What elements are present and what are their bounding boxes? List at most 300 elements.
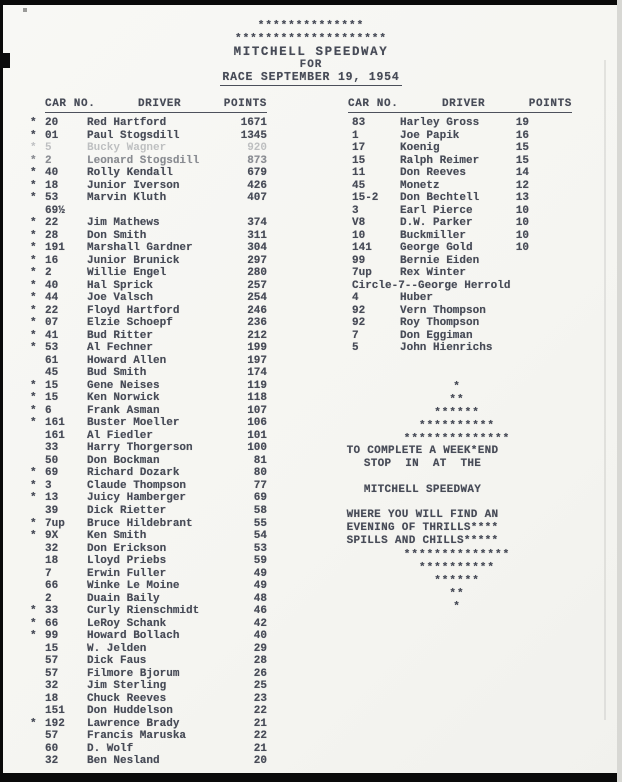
table-row — [30, 367, 267, 380]
points-value: 101 — [247, 429, 267, 442]
driver-name: Rex Winter — [400, 267, 467, 280]
car-number: 41 — [45, 329, 59, 342]
table-row — [30, 230, 267, 243]
car-number: 15-2 — [352, 192, 379, 205]
page-header — [0, 20, 622, 85]
points-value: 197 — [247, 354, 267, 367]
driver-name: Lawrence Brady — [87, 717, 180, 730]
car-number: 5 — [352, 342, 359, 355]
driver-name: Juicy Hamberger — [87, 492, 187, 505]
points-value: 26 — [253, 667, 267, 680]
car-number: 18 — [45, 692, 59, 705]
points-value: 374 — [247, 217, 267, 230]
scan-artifact-speck — [23, 8, 27, 12]
points-value — [497, 305, 529, 318]
driver-name: Francis Maruska — [87, 730, 187, 743]
points-value: 10 — [515, 242, 529, 255]
car-number: 161 — [45, 417, 65, 430]
driver-name: D. Wolf — [87, 742, 134, 755]
points-value: 254 — [247, 292, 267, 305]
driver-name — [87, 205, 223, 218]
star-marker — [30, 367, 45, 380]
table-row — [348, 142, 529, 155]
car-number: 2 — [45, 592, 52, 605]
star-marker: * — [30, 179, 37, 192]
driver-name: Joe Valsch — [87, 292, 154, 305]
star-marker: * — [30, 317, 37, 330]
driver-name: Harry Thorgerson — [87, 442, 193, 455]
star-marker: * — [30, 267, 37, 280]
table-row — [30, 467, 267, 480]
right-header-points: POINTS — [528, 98, 572, 110]
driver-name: Erwin Fuller — [87, 567, 167, 580]
points-value — [497, 255, 529, 268]
points-value: 48 — [253, 592, 267, 605]
driver-name: LeRoy Schank — [87, 617, 167, 630]
points-value — [497, 330, 529, 343]
driver-name: Duain Baily — [87, 592, 160, 605]
table-row — [30, 205, 267, 218]
car-number: 5 — [45, 142, 52, 155]
star-marker: * — [30, 229, 37, 242]
scan-edge-bottom — [0, 773, 622, 782]
table-row — [30, 643, 267, 656]
decor-line: ****** — [434, 574, 480, 587]
points-value: 426 — [247, 179, 267, 192]
driver-name: Don Bockman — [87, 454, 160, 467]
car-number: 39 — [45, 504, 59, 517]
driver-name: Earl Pierce — [400, 204, 473, 217]
asterisk-pyramid-bottom — [322, 549, 592, 613]
points-value — [497, 292, 529, 305]
car-number: 7 — [352, 329, 359, 342]
promo-line: MITCHELL SPEEDWAY — [363, 483, 482, 496]
star-marker — [30, 543, 45, 556]
car-number: 3 — [45, 479, 52, 492]
driver-name: Buster Moeller — [87, 417, 180, 430]
driver-name: Don Bechtell — [400, 192, 480, 205]
car-number: 57 — [45, 655, 59, 668]
car-number: 32 — [45, 542, 59, 555]
driver-name: Ralph Reimer — [400, 154, 480, 167]
points-value: 679 — [247, 167, 267, 180]
left-header-points: POINTS — [223, 98, 267, 110]
car-number: 17 — [352, 142, 366, 155]
driver-name: Ken Smith — [87, 530, 147, 543]
promo-text-block — [330, 445, 515, 548]
scan-edge-right — [617, 0, 622, 782]
driver-name: Claude Thompson — [87, 479, 187, 492]
table-row — [30, 355, 267, 368]
car-number: 2 — [45, 154, 52, 167]
star-marker: * — [30, 492, 37, 505]
points-value: 55 — [253, 517, 267, 530]
points-value: 246 — [247, 304, 267, 317]
driver-name: Jim Mathews — [87, 217, 160, 230]
car-number: 28 — [45, 229, 59, 242]
driver-name: W. Jelden — [87, 642, 147, 655]
table-row — [348, 155, 529, 168]
car-number: 22 — [45, 304, 59, 317]
driver-name: Don Erickson — [87, 542, 167, 555]
driver-name: Vern Thompson — [400, 304, 486, 317]
table-row — [30, 405, 267, 418]
points-value: 29 — [253, 642, 267, 655]
star-marker: * — [30, 617, 37, 630]
table-row — [30, 618, 267, 631]
star-marker: * — [30, 129, 37, 142]
points-value: 119 — [247, 379, 267, 392]
left-points-list — [30, 117, 267, 768]
points-value: 42 — [253, 617, 267, 630]
table-row — [30, 580, 267, 593]
car-number: 60 — [45, 742, 59, 755]
table-row — [348, 305, 529, 318]
car-number: 192 — [45, 717, 65, 730]
car-number: 16 — [45, 254, 59, 267]
table-row — [30, 492, 267, 505]
car-number: 57 — [45, 667, 59, 680]
table-row — [30, 755, 267, 768]
scan-crease — [604, 60, 606, 720]
table-row — [348, 242, 529, 255]
left-header-driver: DRIVER — [137, 98, 182, 110]
points-value: 20 — [253, 755, 267, 768]
car-number: 15 — [352, 154, 366, 167]
car-number: 99 — [352, 254, 366, 267]
points-value: 10 — [515, 217, 529, 230]
table-row — [30, 743, 267, 756]
driver-name: Bruce Hildebrant — [87, 517, 193, 530]
points-value: 10 — [515, 204, 529, 217]
car-number: 92 — [352, 304, 366, 317]
star-marker: * — [30, 192, 37, 205]
right-points-list — [348, 117, 529, 355]
car-number: 50 — [45, 454, 59, 467]
promo-line: TO COMPLETE A WEEK*END — [346, 445, 499, 457]
driver-name: George Gold — [400, 242, 473, 255]
driver-name: Willie Engel — [87, 267, 167, 280]
star-marker: * — [30, 379, 37, 392]
table-row — [30, 142, 267, 155]
points-value: 304 — [247, 242, 267, 255]
points-value: 80 — [253, 467, 267, 480]
star-marker: * — [30, 392, 37, 405]
scan-edge-left — [0, 0, 3, 782]
points-value: 1671 — [240, 117, 267, 129]
table-row — [30, 167, 267, 180]
car-number: 01 — [45, 129, 59, 142]
car-number: 66 — [45, 617, 59, 630]
points-value: 54 — [253, 530, 267, 543]
car-number: 191 — [45, 242, 65, 255]
points-value: 58 — [253, 504, 267, 517]
car-number: 53 — [45, 342, 59, 355]
race-date: RACE SEPTEMBER 19, 1954 — [222, 71, 400, 85]
car-number: 69½ — [45, 204, 65, 217]
car-number: 32 — [45, 755, 59, 768]
car-number: V8 — [352, 217, 366, 230]
table-row — [348, 342, 529, 355]
decor-line: ** — [449, 587, 465, 600]
driver-name: Ben Nesland — [87, 755, 160, 768]
table-row — [30, 342, 267, 355]
star-marker: * — [30, 242, 37, 255]
points-value: 920 — [247, 142, 267, 155]
star-marker: * — [30, 279, 37, 292]
driver-name: Don Smith — [87, 229, 147, 242]
table-row — [30, 530, 267, 543]
table-row — [30, 242, 267, 255]
row-full-text: Circle-7--George Herrold — [352, 279, 511, 292]
points-value: 40 — [253, 630, 267, 643]
table-row — [30, 417, 267, 430]
star-marker: * — [30, 467, 37, 480]
table-row — [348, 205, 529, 218]
driver-name: Bud Ritter — [87, 329, 154, 342]
table-row — [348, 130, 529, 143]
car-number: 40 — [45, 279, 59, 292]
star-marker: * — [30, 117, 37, 129]
table-row — [30, 480, 267, 493]
star-marker — [30, 693, 45, 706]
table-row — [30, 693, 267, 706]
points-value: 107 — [247, 404, 267, 417]
driver-name: Dick Rietter — [87, 504, 167, 517]
driver-name: Dick Faus — [87, 655, 147, 668]
star-marker — [30, 730, 45, 743]
table-row — [30, 280, 267, 293]
driver-name: Junior Brunick — [87, 254, 180, 267]
table-row — [348, 167, 529, 180]
promo-line — [330, 471, 515, 484]
points-value: 21 — [253, 717, 267, 730]
points-value: 22 — [253, 730, 267, 743]
star-marker — [30, 568, 45, 581]
race-date-line — [0, 72, 622, 85]
star-marker: * — [30, 142, 37, 155]
table-row — [30, 442, 267, 455]
star-marker — [30, 455, 45, 468]
table-row — [30, 267, 267, 280]
asterisk-pyramid-top — [322, 381, 592, 445]
points-value: 407 — [247, 192, 267, 205]
star-marker: * — [30, 217, 37, 230]
decoration-stars-top-2: ******************** — [234, 32, 388, 45]
star-marker — [30, 205, 45, 218]
driver-name: Elzie Schoepf — [87, 317, 173, 330]
points-value: 53 — [253, 542, 267, 555]
points-value — [223, 205, 267, 218]
table-row — [30, 605, 267, 618]
decor-line: ********** — [418, 561, 495, 574]
points-value: 81 — [253, 454, 267, 467]
car-number: 13 — [45, 492, 59, 505]
car-number: 57 — [45, 730, 59, 743]
driver-name: Buckmiller — [400, 229, 467, 242]
star-marker — [30, 655, 45, 668]
star-marker — [30, 555, 45, 568]
driver-name: Jim Sterling — [87, 680, 167, 693]
points-value: 15 — [515, 154, 529, 167]
star-marker — [30, 668, 45, 681]
star-marker: * — [30, 154, 37, 167]
car-number: 151 — [45, 705, 65, 718]
table-row — [30, 668, 267, 681]
driver-name: Marshall Gardner — [87, 242, 193, 255]
car-number: 141 — [352, 242, 372, 255]
right-header-car: CAR NO. — [348, 98, 399, 110]
table-row — [30, 192, 267, 205]
table-row — [30, 518, 267, 531]
promo-line: STOP IN AT THE — [363, 457, 482, 470]
driver-name: Don Reeves — [400, 167, 467, 180]
star-marker: * — [30, 605, 37, 618]
star-marker: * — [30, 530, 37, 543]
points-value: 46 — [253, 605, 267, 618]
table-row — [30, 555, 267, 568]
table-row — [30, 392, 267, 405]
table-row — [348, 317, 529, 330]
points-value: 25 — [253, 680, 267, 693]
car-number: 15 — [45, 379, 59, 392]
car-number: 99 — [45, 630, 59, 643]
decor-line: ** — [449, 393, 465, 406]
points-value: 311 — [247, 229, 267, 242]
points-value: 1345 — [240, 129, 267, 142]
table-row — [30, 305, 267, 318]
points-value: 236 — [247, 317, 267, 330]
decoration-stars-top-1: ************** — [257, 20, 365, 32]
star-marker: * — [30, 167, 37, 180]
car-number: 20 — [45, 117, 59, 129]
star-marker: * — [30, 517, 37, 530]
promo-line — [330, 497, 515, 510]
star-marker — [30, 593, 45, 606]
points-value: 19 — [515, 117, 529, 129]
table-row — [30, 430, 267, 443]
car-number: 45 — [45, 367, 59, 380]
driver-name: Bernie Eiden — [400, 254, 480, 267]
star-marker — [30, 442, 45, 455]
driver-name: Hal Sprick — [87, 279, 154, 292]
points-value: 174 — [247, 367, 267, 380]
car-number: 92 — [352, 317, 366, 330]
points-value: 199 — [247, 342, 267, 355]
points-value — [497, 267, 529, 280]
car-number: 10 — [352, 229, 366, 242]
driver-name: Huber — [400, 292, 434, 305]
page-subtitle: FOR — [299, 58, 323, 71]
star-marker: * — [30, 630, 37, 643]
points-value — [497, 342, 529, 355]
star-marker — [30, 580, 45, 593]
table-row — [30, 505, 267, 518]
table-row — [348, 292, 529, 305]
car-number: 18 — [45, 555, 59, 568]
points-value: 22 — [253, 705, 267, 718]
car-number: 32 — [45, 680, 59, 693]
driver-name: Paul Stogsdill — [87, 129, 180, 142]
car-number: 44 — [45, 292, 59, 305]
car-number: 69 — [45, 467, 59, 480]
promo-line: EVENING OF THRILLS**** — [346, 522, 499, 535]
table-row — [30, 330, 267, 343]
promo-line: SPILLS AND CHILLS***** — [346, 535, 499, 548]
points-value: 13 — [515, 192, 529, 205]
car-number: 40 — [45, 167, 59, 180]
points-value: 69 — [253, 492, 267, 505]
table-row — [348, 330, 529, 343]
points-value: 49 — [253, 580, 267, 593]
points-value: 100 — [247, 442, 267, 455]
promo-line: WHERE YOU WILL FIND AN — [346, 509, 499, 522]
driver-name: Bud Smith — [87, 367, 147, 380]
table-row — [30, 155, 267, 168]
table-row — [30, 292, 267, 305]
driver-name: Harley Gross — [400, 117, 480, 129]
car-number: 45 — [352, 179, 366, 192]
points-value: 106 — [247, 417, 267, 430]
points-value: 873 — [247, 154, 267, 167]
car-number: 15 — [45, 642, 59, 655]
car-number: 61 — [45, 354, 59, 367]
driver-name: Filmore Bjorum — [87, 667, 180, 680]
car-number: 9X — [45, 530, 59, 543]
star-marker: * — [30, 329, 37, 342]
driver-name: Floyd Hartford — [87, 304, 180, 317]
driver-name: Monetz — [400, 179, 440, 192]
driver-name: Ken Norwick — [87, 392, 160, 405]
star-marker — [30, 755, 45, 768]
car-number: 6 — [45, 404, 52, 417]
star-marker — [30, 505, 45, 518]
driver-name: Don Huddelson — [87, 705, 173, 718]
table-row — [30, 705, 267, 718]
driver-name: John Hienrichs — [400, 342, 493, 355]
driver-name: Marvin Kluth — [87, 192, 167, 205]
points-value: 10 — [515, 229, 529, 242]
star-marker — [30, 430, 45, 443]
table-row — [30, 130, 267, 143]
driver-name: Leonard Stogsdill — [87, 154, 200, 167]
scan-edge-top — [0, 0, 622, 5]
star-marker — [30, 680, 45, 693]
driver-name: Curly Rienschmidt — [87, 605, 200, 618]
car-number: 7up — [45, 517, 65, 530]
points-value: 280 — [247, 267, 267, 280]
table-row — [30, 655, 267, 668]
points-value: 14 — [515, 167, 529, 180]
table-row — [30, 317, 267, 330]
points-value: 21 — [253, 742, 267, 755]
car-number: 33 — [45, 442, 59, 455]
table-row — [30, 543, 267, 556]
table-row — [30, 217, 267, 230]
points-value: 77 — [253, 479, 267, 492]
driver-name: D.W. Parker — [400, 217, 473, 230]
star-marker — [30, 743, 45, 756]
table-row — [30, 593, 267, 606]
star-marker: * — [30, 717, 37, 730]
car-number: 07 — [45, 317, 59, 330]
star-marker: * — [30, 342, 37, 355]
right-column-header — [348, 98, 572, 113]
points-value: 23 — [253, 692, 267, 705]
driver-name: Winke Le Moine — [87, 580, 180, 593]
table-row — [30, 255, 267, 268]
page-title: MITCHELL SPEEDWAY — [233, 44, 389, 59]
